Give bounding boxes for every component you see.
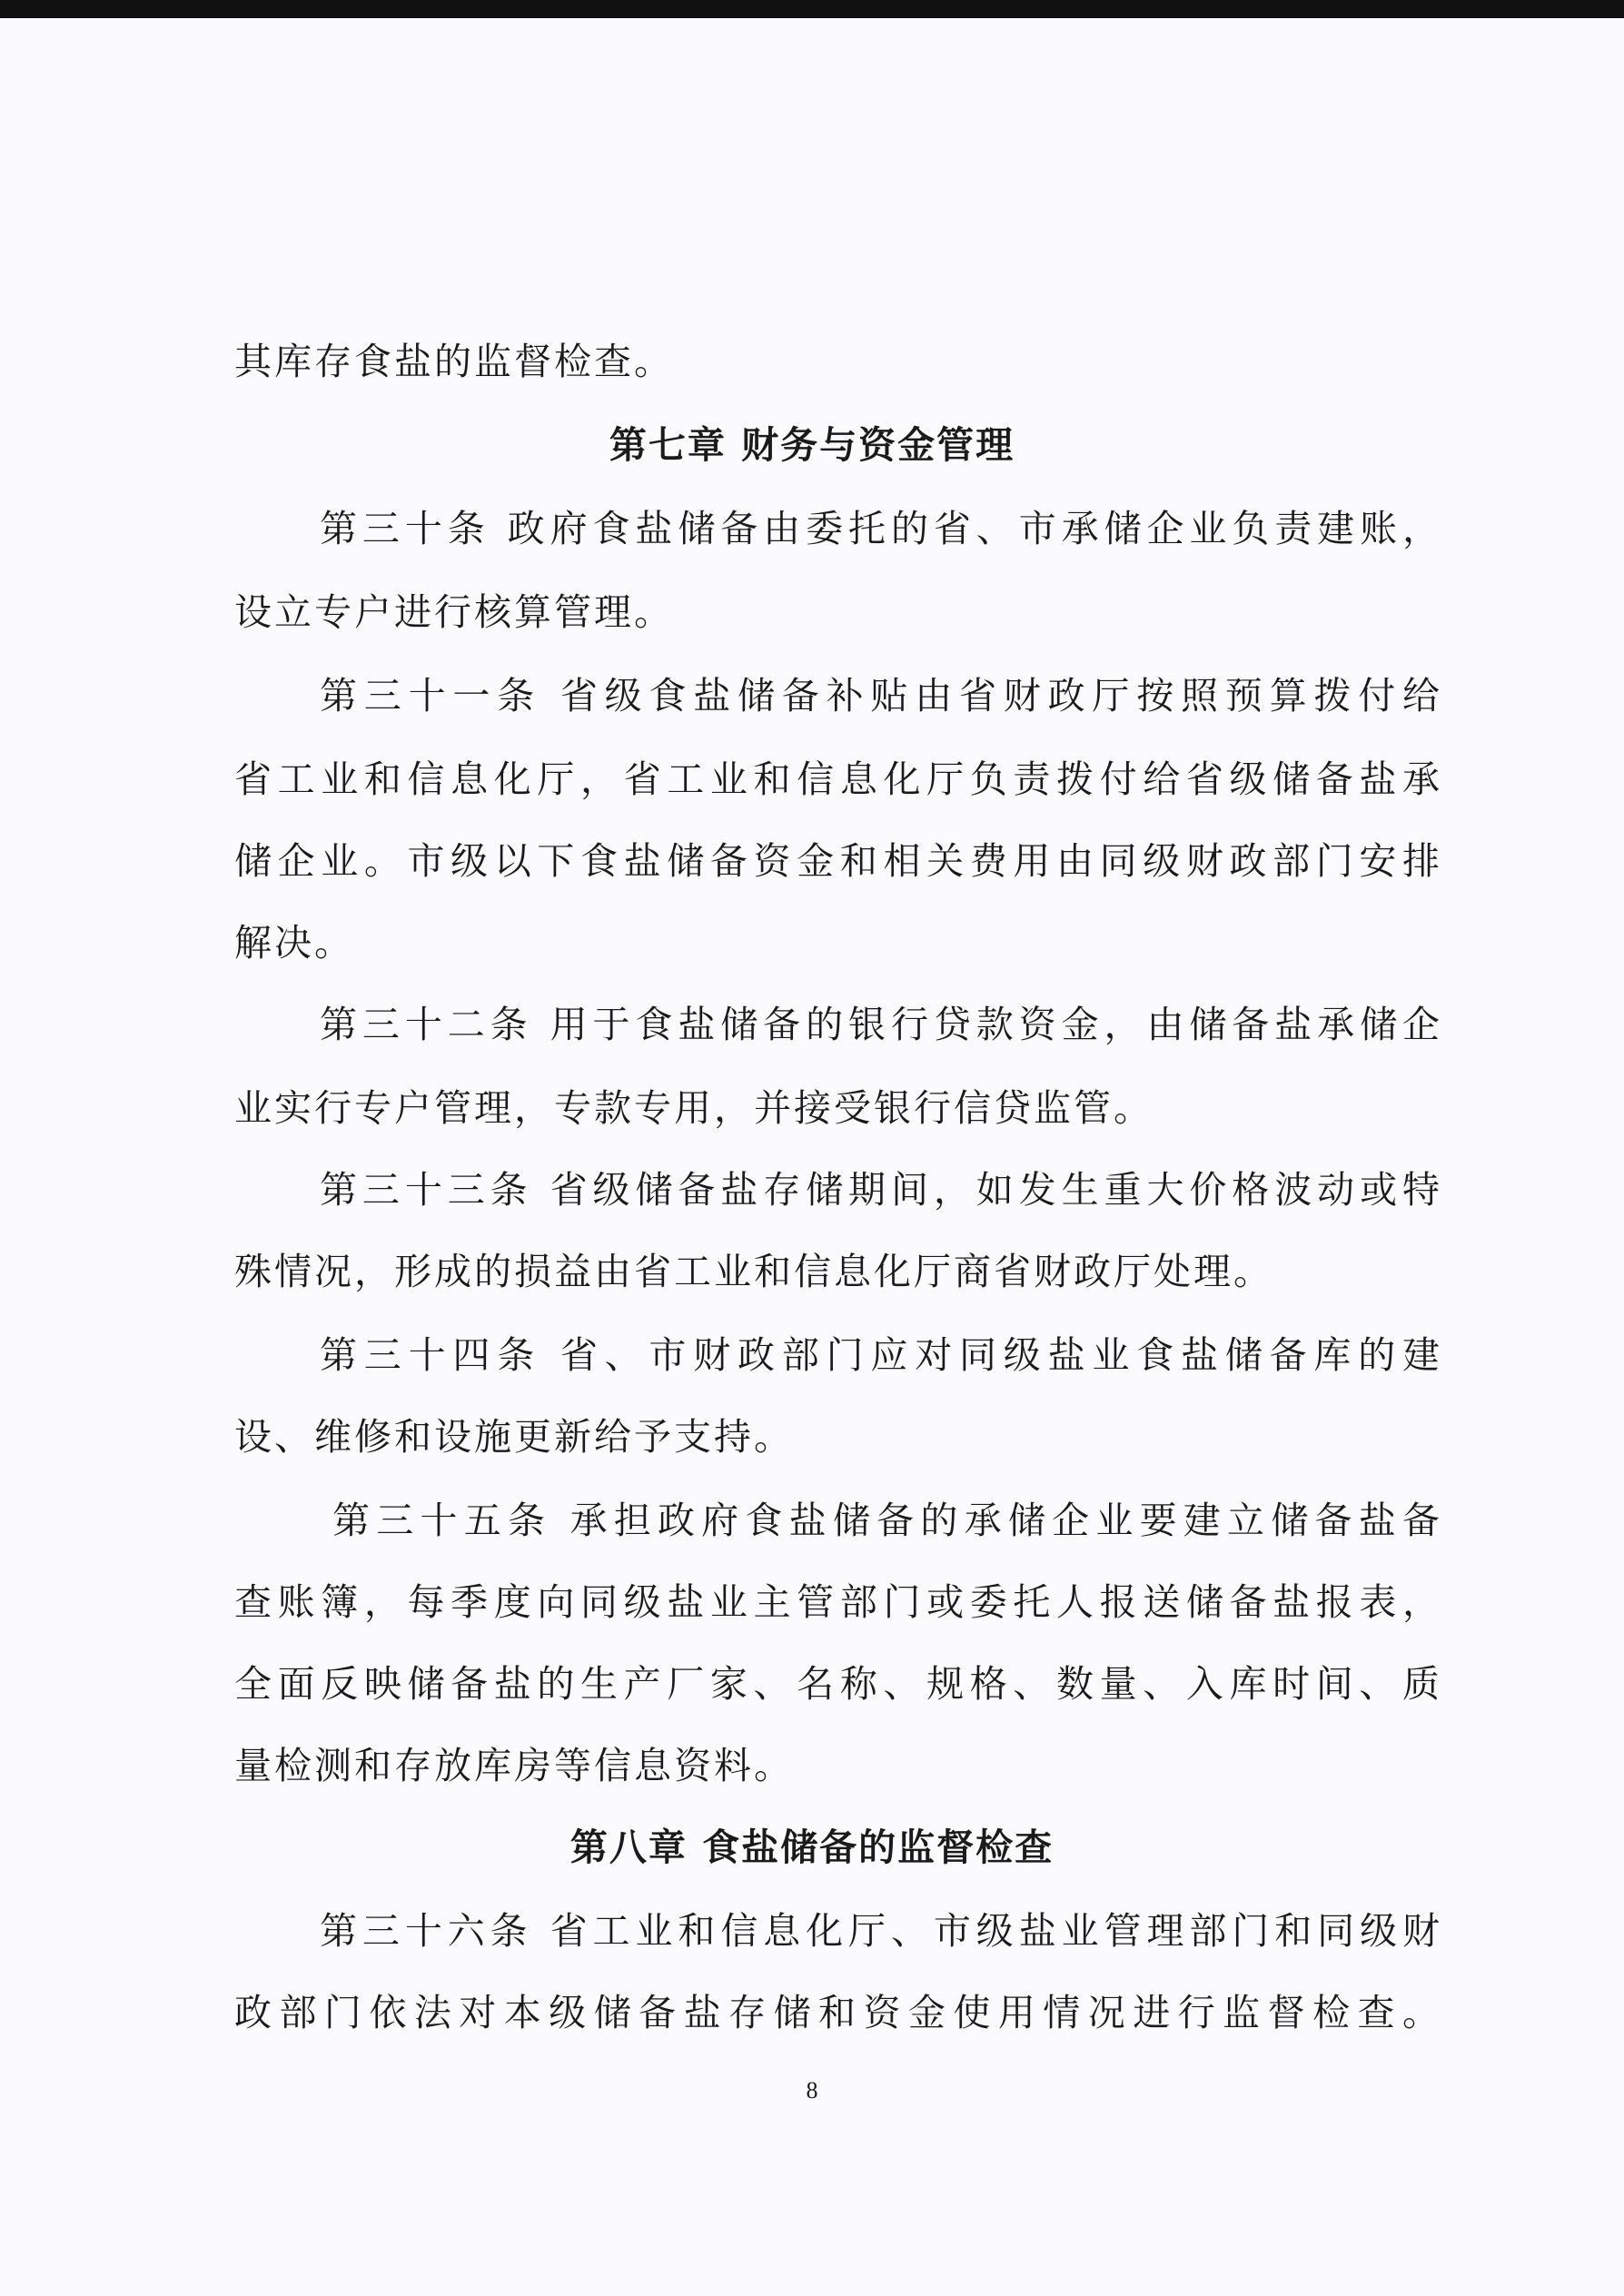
text-line: 第三十六条 省工业和信息化厅、市级盐业管理部门和同级财 <box>320 1909 1442 1953</box>
text-line: 其库存食盐的监督检查。 <box>234 340 674 383</box>
text-line: 业实行专户管理，专款专用，并接受银行信贷监管。 <box>234 1086 1154 1130</box>
text-line: 殊情况，形成的损益由省工业和信息化厅商省财政厅处理。 <box>234 1250 1273 1293</box>
text-line: 第三十四条 省、市财政部门应对同级盐业食盐储备库的建 <box>320 1333 1442 1377</box>
text-line: 第三十二条 用于食盐储备的银行贷款资金，由储备盐承储企 <box>320 1003 1442 1046</box>
scan-border-top <box>0 0 1624 18</box>
text-line: 设立专户进行核算管理。 <box>234 590 674 634</box>
text-line: 省工业和信息化厅，省工业和信息化厅负责拨付给省级储备盐承 <box>234 757 1442 801</box>
text-line: 第三十条 政府食盐储备由委托的省、市承储企业负责建账， <box>320 507 1442 550</box>
text-line: 全面反映储备盐的生产厂家、名称、规格、数量、入库时间、质 <box>234 1662 1442 1706</box>
text-line: 第三十三条 省级储备盐存储期间，如发生重大价格波动或特 <box>320 1168 1442 1212</box>
text-line: 设、维修和设施更新给予支持。 <box>234 1415 794 1459</box>
page-number: 8 <box>806 2077 818 2103</box>
text-line: 量检测和存放库房等信息资料。 <box>234 1744 794 1787</box>
chapter-heading-7: 第七章 财务与资金管理 <box>609 423 1015 467</box>
text-line: 储企业。市级以下食盐储备资金和相关费用由同级财政部门安排 <box>234 839 1442 883</box>
text-line: 解决。 <box>234 921 354 965</box>
text-line: 第三十五条 承担政府食盐储备的承储企业要建立储备盐备 <box>332 1499 1442 1542</box>
text-line: 查账簿，每季度向同级盐业主管部门或委托人报送储备盐报表， <box>234 1580 1442 1624</box>
chapter-heading-8: 第八章 食盐储备的监督检查 <box>569 1826 1055 1869</box>
text-line: 第三十一条 省级食盐储备补贴由省财政厅按照预算拨付给 <box>320 674 1442 718</box>
text-line: 政部门依法对本级储备盐存储和资金使用情况进行监督检查。 <box>234 1991 1442 2034</box>
